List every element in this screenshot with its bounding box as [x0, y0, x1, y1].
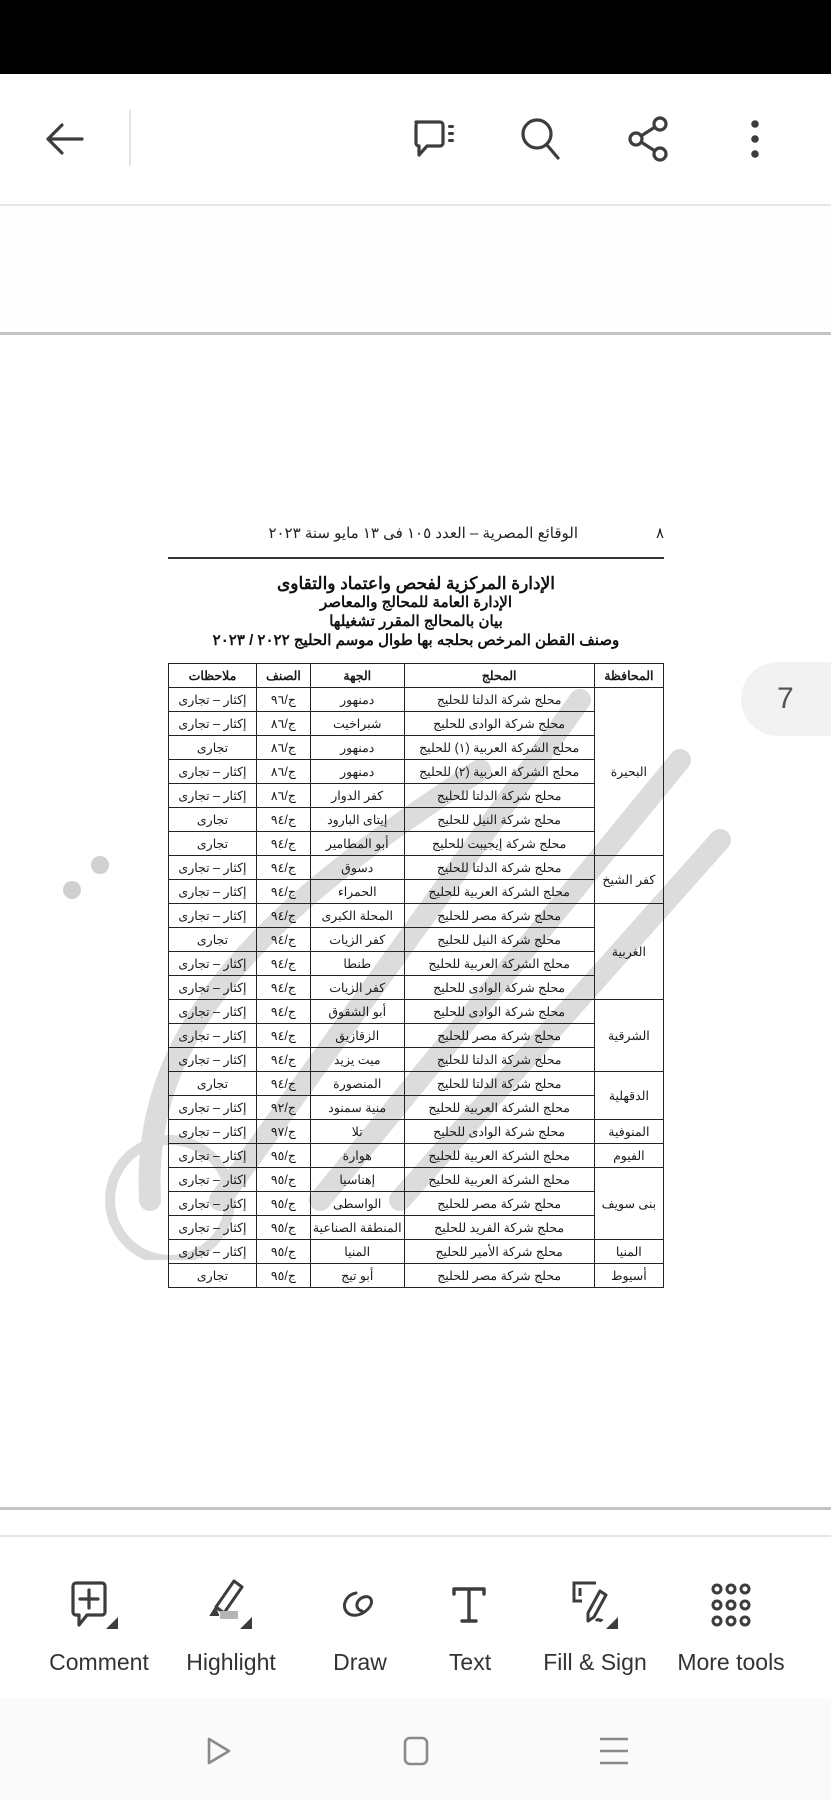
fill-sign-tool-button[interactable] [535, 1579, 655, 1689]
page-indicator-badge[interactable] [741, 662, 831, 736]
table-row [169, 760, 664, 784]
variety-cell: ج/٩٥ [256, 1240, 310, 1264]
governorate-cell: بنى سويف [594, 1168, 663, 1240]
location-cell: منية سمنود [310, 1096, 404, 1120]
gin-cell: محلج الشركة العربية للحليج [404, 952, 594, 976]
variety-cell: ج/٨٦ [256, 784, 310, 808]
variety-cell: ج/٩٤ [256, 1048, 310, 1072]
notes-cell: إكثار – تجارى [169, 1048, 257, 1072]
location-cell: دمنهور [310, 760, 404, 784]
table-header-row [169, 664, 664, 688]
location-cell: ميت يزيد [310, 1048, 404, 1072]
notes-cell: إكثار – تجارى [169, 1096, 257, 1120]
bottom-tools-bar [0, 1537, 831, 1699]
text-tool-button[interactable] [410, 1579, 530, 1689]
gin-cell: محلج شركة الأمير للحليج [404, 1240, 594, 1264]
location-cell: الزقازيق [310, 1024, 404, 1048]
page-indicator-number: 7 [777, 682, 794, 715]
status-bar [0, 0, 831, 74]
location-cell: كفر الدوار [310, 784, 404, 808]
notes-cell: إكثار – تجارى [169, 1192, 257, 1216]
variety-cell: ج/٩٤ [256, 1024, 310, 1048]
table-row [169, 1048, 664, 1072]
notes-cell: إكثار – تجارى [169, 976, 257, 1000]
title-line-3: بيان بالمحالج المقرر تشغيلها [329, 613, 503, 630]
notes-cell: إكثار – تجارى [169, 1144, 257, 1168]
gin-cell: محلج شركة الوادى للحليج [404, 1000, 594, 1024]
variety-cell: ج/٩٧ [256, 1120, 310, 1144]
gin-cell: محلج شركة الوادى للحليج [404, 1120, 594, 1144]
variety-cell: ج/٨٦ [256, 736, 310, 760]
table-body [169, 688, 664, 1288]
top-app-bar [0, 74, 831, 206]
notes-cell: إكثار – تجارى [169, 856, 257, 880]
notes-cell: تجارى [169, 736, 257, 760]
location-cell: أبو المطامير [310, 832, 404, 856]
variety-cell: ج/٩٦ [256, 688, 310, 712]
comment-tool-button[interactable] [39, 1579, 159, 1689]
notes-cell: إكثار – تجارى [169, 784, 257, 808]
variety-cell: ج/٩٢ [256, 1096, 310, 1120]
variety-cell: ج/٩٤ [256, 928, 310, 952]
location-cell: أبو تيج [310, 1264, 404, 1288]
highlight-tool-label: Highlight [186, 1649, 276, 1675]
location-cell: المحلة الكبرى [310, 904, 404, 928]
variety-cell: ج/٩٥ [256, 1144, 310, 1168]
cotton-gins-table [168, 663, 664, 1288]
highlight-tool-button[interactable] [171, 1579, 291, 1689]
table-row [169, 1192, 664, 1216]
previous-page-gap [0, 206, 831, 335]
gin-cell: محلج الشركة العربية للحليج [404, 1144, 594, 1168]
notes-cell: إكثار – تجارى [169, 1216, 257, 1240]
share-icon[interactable] [624, 114, 674, 164]
table-row [169, 1120, 664, 1144]
table-row [169, 832, 664, 856]
notes-cell: إكثار – تجارى [169, 1000, 257, 1024]
governorate-cell: الشرقية [594, 1000, 663, 1072]
variety-cell: ج/٩٤ [256, 976, 310, 1000]
highlighter-icon [196, 1579, 266, 1635]
table-row [169, 688, 664, 712]
gin-cell: محلج شركة إيجيبت للحليج [404, 832, 594, 856]
notes-cell: إكثار – تجارى [169, 1240, 257, 1264]
variety-cell: ج/٩٤ [256, 952, 310, 976]
text-tool-label: Text [448, 1649, 492, 1675]
more-tools-label: More tools [677, 1649, 785, 1675]
governorate-cell: المنوفية [594, 1120, 663, 1144]
gin-cell: محلج الشركة العربية (٢) للحليج [404, 760, 594, 784]
table-row [169, 928, 664, 952]
back-nav-icon[interactable] [196, 1729, 240, 1773]
table-row [169, 1264, 664, 1288]
table-row [169, 1168, 664, 1192]
location-cell: دسوق [310, 856, 404, 880]
page-running-header [168, 522, 664, 546]
location-cell: دمنهور [310, 688, 404, 712]
location-cell: هوارة [310, 1144, 404, 1168]
variety-cell: ج/٨٦ [256, 712, 310, 736]
location-cell: تلا [310, 1120, 404, 1144]
comment-add-icon [64, 1579, 134, 1635]
variety-cell: ج/٩٤ [256, 808, 310, 832]
gin-cell: محلج الشركة العربية للحليج [404, 1096, 594, 1120]
notes-cell: إكثار – تجارى [169, 688, 257, 712]
notes-cell: إكثار – تجارى [169, 1168, 257, 1192]
title-line-4: وصنف القطن المرخص بحلجه بها طوال موسم الحليج ٢٠٢٢ / ٢٠٢٣ [212, 632, 620, 649]
gin-cell: محلج شركة الدلتا للحليج [404, 688, 594, 712]
comments-list-icon[interactable] [410, 114, 460, 164]
home-nav-icon[interactable] [394, 1729, 438, 1773]
notes-cell: تجارى [169, 808, 257, 832]
location-cell: طنطا [310, 952, 404, 976]
table-row [169, 952, 664, 976]
governorate-cell: أسيوط [594, 1264, 663, 1288]
governorate-cell: المنيا [594, 1240, 663, 1264]
page-bottom-edge [0, 1507, 831, 1510]
variety-cell: ج/٩٥ [256, 1192, 310, 1216]
table-row [169, 1072, 664, 1096]
header-location: الجهة [310, 664, 404, 688]
notes-cell: إكثار – تجارى [169, 712, 257, 736]
table-row [169, 808, 664, 832]
location-cell: أبو الشقوق [310, 1000, 404, 1024]
location-cell: إهناسيا [310, 1168, 404, 1192]
fill-sign-tool-label: Fill & Sign [543, 1649, 647, 1675]
table-row [169, 904, 664, 928]
grid-dots-icon [703, 1579, 759, 1635]
draw-tool-button[interactable] [300, 1579, 420, 1689]
variety-cell: ج/٩٥ [256, 1264, 310, 1288]
notes-cell: إكثار – تجارى [169, 904, 257, 928]
location-cell: المنطقة الصناعية [310, 1216, 404, 1240]
gin-cell: محلج الشركة العربية للحليج [404, 1168, 594, 1192]
gin-cell: محلج شركة النيل للحليج [404, 928, 594, 952]
gin-cell: محلج الشركة العربية (١) للحليج [404, 736, 594, 760]
gazette-header-text: الوقائع المصرية – العدد ١٠٥ فى ١٣ مايو سنة ٢٠٢٣ [268, 525, 578, 542]
table-row [169, 1144, 664, 1168]
variety-cell: ج/٨٦ [256, 760, 310, 784]
governorate-cell: كفر الشيخ [594, 856, 663, 904]
table-row [169, 1216, 664, 1240]
notes-cell: تجارى [169, 928, 257, 952]
location-cell: الحمراء [310, 880, 404, 904]
gin-cell: محلج شركة مصر للحليج [404, 1264, 594, 1288]
gin-cell: محلج شركة الدلتا للحليج [404, 1048, 594, 1072]
location-cell: إيتاى البارود [310, 808, 404, 832]
text-t-icon [442, 1579, 498, 1635]
variety-cell: ج/٩٤ [256, 856, 310, 880]
more-tools-button[interactable] [671, 1579, 791, 1689]
variety-cell: ج/٩٤ [256, 880, 310, 904]
variety-cell: ج/٩٤ [256, 1000, 310, 1024]
table-row [169, 712, 664, 736]
search-icon[interactable] [517, 114, 567, 164]
governorate-cell: الفيوم [594, 1144, 663, 1168]
notes-cell: تجارى [169, 1072, 257, 1096]
header-gin: المحلج [404, 664, 594, 688]
table-row [169, 976, 664, 1000]
variety-cell: ج/٩٥ [256, 1168, 310, 1192]
back-arrow-icon[interactable] [39, 114, 89, 164]
gin-cell: محلج شركة النيل للحليج [404, 808, 594, 832]
header-notes: ملاحظات [169, 664, 257, 688]
gin-cell: محلج الشركة العربية للحليج [404, 880, 594, 904]
table-row [169, 1000, 664, 1024]
notes-cell: إكثار – تجارى [169, 1024, 257, 1048]
location-cell: دمنهور [310, 736, 404, 760]
draw-squiggle-icon [332, 1579, 388, 1635]
notes-cell: إكثار – تجارى [169, 760, 257, 784]
title-line-2: الإدارة العامة للمحالج والمعاصر [320, 594, 512, 611]
page-number: ٨ [655, 525, 664, 542]
title-line-1: الإدارة المركزية لفحص واعتماد والتقاوى [276, 574, 556, 593]
gin-cell: محلج شركة الوادى للحليج [404, 976, 594, 1000]
table-row [169, 880, 664, 904]
header-governorate: المحافظة [594, 664, 663, 688]
location-cell: المنيا [310, 1240, 404, 1264]
variety-cell: ج/٩٤ [256, 832, 310, 856]
notes-cell: إكثار – تجارى [169, 880, 257, 904]
gin-cell: محلج شركة الفريد للحليج [404, 1216, 594, 1240]
notes-cell: إكثار – تجارى [169, 1120, 257, 1144]
gin-cell: محلج شركة الدلتا للحليج [404, 1072, 594, 1096]
gin-cell: محلج شركة مصر للحليج [404, 1024, 594, 1048]
location-cell: الواسطى [310, 1192, 404, 1216]
toolbar-divider [129, 110, 131, 166]
comment-tool-label: Comment [49, 1649, 149, 1675]
header-variety: الصنف [256, 664, 310, 688]
table-row [169, 1024, 664, 1048]
governorate-cell: الغربية [594, 904, 663, 1000]
system-nav-bar [0, 1699, 831, 1800]
gin-cell: محلج شركة الوادى للحليج [404, 712, 594, 736]
table-row [169, 1096, 664, 1120]
governorate-cell: الدقهلية [594, 1072, 663, 1120]
table-row [169, 736, 664, 760]
variety-cell: ج/٩٥ [256, 1216, 310, 1240]
notes-cell: تجارى [169, 1264, 257, 1288]
location-cell: كفر الزيات [310, 976, 404, 1000]
recents-nav-icon[interactable] [592, 1729, 636, 1773]
location-cell: شبراخيت [310, 712, 404, 736]
notes-cell: إكثار – تجارى [169, 952, 257, 976]
location-cell: المنصورة [310, 1072, 404, 1096]
variety-cell: ج/٩٤ [256, 1072, 310, 1096]
more-vertical-icon[interactable] [730, 114, 780, 164]
gin-cell: محلج شركة مصر للحليج [404, 904, 594, 928]
gin-cell: محلج شركة مصر للحليج [404, 1192, 594, 1216]
gin-cell: محلج شركة الدلتا للحليج [404, 784, 594, 808]
draw-tool-label: Draw [333, 1649, 387, 1675]
table-row [169, 856, 664, 880]
governorate-cell: البحيرة [594, 688, 663, 856]
notes-cell: تجارى [169, 832, 257, 856]
gin-cell: محلج شركة الدلتا للحليج [404, 856, 594, 880]
table-row [169, 784, 664, 808]
document-title-block [168, 574, 664, 650]
location-cell: كفر الزيات [310, 928, 404, 952]
fill-sign-icon [560, 1579, 630, 1635]
header-rule [168, 557, 664, 559]
variety-cell: ج/٩٤ [256, 904, 310, 928]
table-row [169, 1240, 664, 1264]
